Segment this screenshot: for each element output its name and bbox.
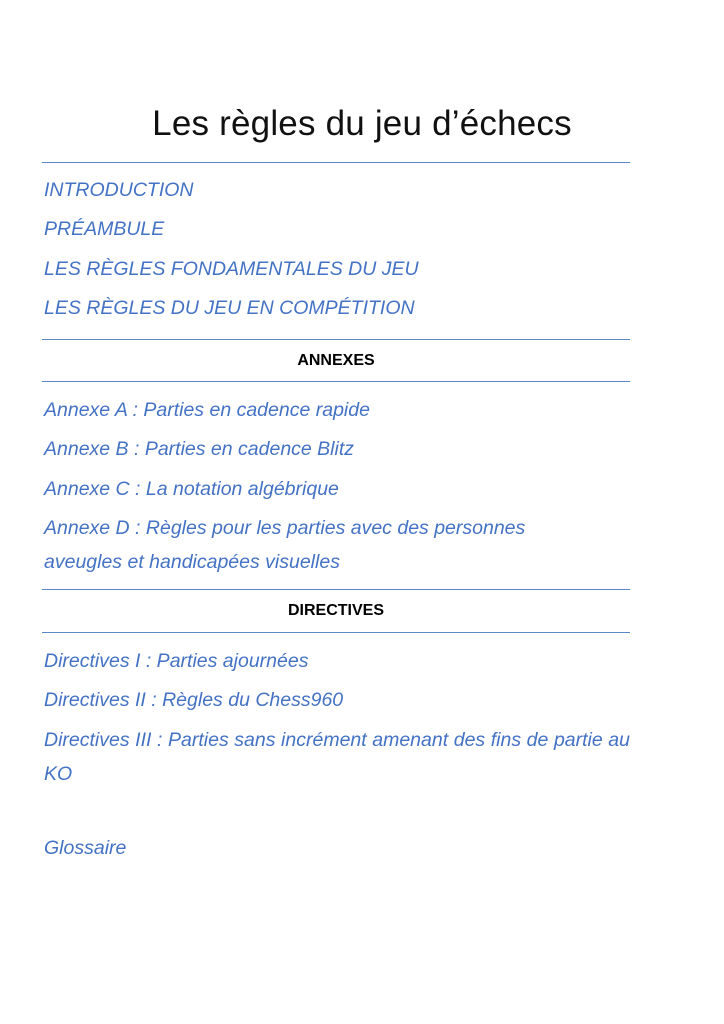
annexes-heading: ANNEXES xyxy=(297,352,375,369)
toc-link-annexe-a[interactable]: Annexe A : Parties en cadence rapide xyxy=(44,399,370,421)
divider-directives-bottom xyxy=(42,632,630,633)
toc-link-directives-1[interactable]: Directives I : Parties ajournées xyxy=(44,650,309,672)
divider-annexes-bottom xyxy=(42,381,630,382)
toc-link-annexe-c[interactable]: Annexe C : La notation algébrique xyxy=(44,478,339,500)
toc-link-preambule[interactable]: PRÉAMBULE xyxy=(44,218,165,240)
page-title: Les règles du jeu d’échecs xyxy=(152,104,572,143)
toc-link-annexe-d[interactable]: Annexe D : Règles pour les parties avec des personnes aveugles et handicapées visuelles xyxy=(44,517,526,573)
toc-link-introduction[interactable]: INTRODUCTION xyxy=(44,179,194,201)
toc-link-directives-2[interactable]: Directives II : Règles du Chess960 xyxy=(44,689,344,711)
divider-annexes-top xyxy=(42,339,630,340)
toc-link-directives-3[interactable]: Directives III : Parties sans incrément amenant des fins de partie au KO xyxy=(44,729,630,785)
toc-link-regles-fondamentales[interactable]: LES RÈGLES FONDAMENTALES DU JEU xyxy=(44,258,419,280)
divider-directives-top xyxy=(42,589,630,590)
directives-heading: DIRECTIVES xyxy=(287,602,384,619)
toc-link-regles-competition[interactable]: LES RÈGLES DU JEU EN COMPÉTITION xyxy=(44,297,415,319)
toc-link-annexe-b[interactable]: Annexe B : Parties en cadence Blitz xyxy=(44,438,355,460)
divider-title xyxy=(42,162,630,163)
toc-link-glossaire[interactable]: Glossaire xyxy=(44,837,127,859)
